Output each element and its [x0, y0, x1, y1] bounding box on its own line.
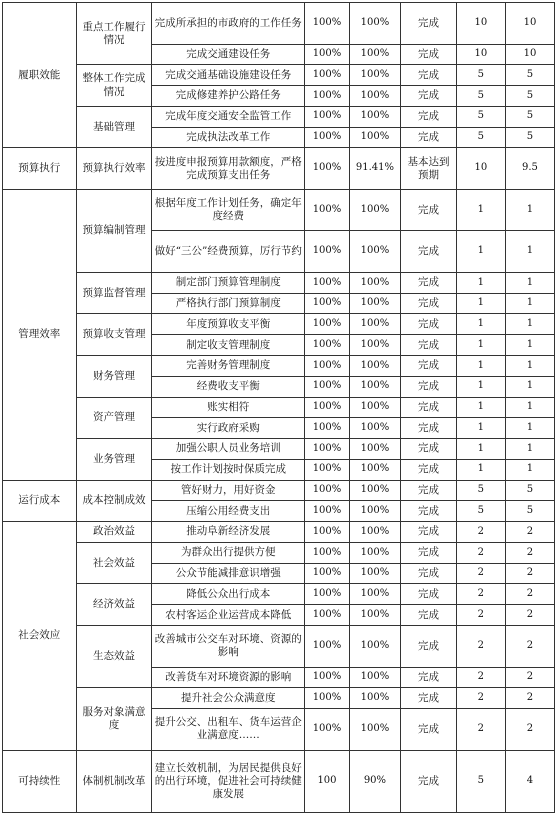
target-value-cell: 100% — [305, 65, 350, 86]
weight-cell: 5 — [456, 86, 505, 107]
indicator-cell: 提升公交、出租车、货车运营企业满意度…… — [152, 709, 305, 751]
score-cell: 10 — [505, 3, 554, 45]
actual-value-cell: 100% — [349, 356, 400, 377]
indicator-cell: 按工作计划按时保质完成 — [152, 459, 305, 480]
target-value-cell: 100% — [305, 272, 350, 293]
indicator-cell: 农村客运企业运营成本降低 — [152, 605, 305, 626]
weight-cell: 5 — [456, 106, 505, 127]
completion-status-cell: 完成 — [401, 44, 457, 65]
score-cell: 2 — [505, 542, 554, 563]
completion-status-cell: 完成 — [401, 335, 457, 356]
completion-status-cell: 完成 — [401, 480, 457, 501]
table-row — [3, 688, 555, 709]
target-value-cell: 100% — [305, 709, 350, 751]
indicator-cell: 根据年度工作计划任务，确定年度经费 — [152, 189, 305, 231]
actual-value-cell: 100% — [349, 314, 400, 335]
table-row — [3, 397, 555, 418]
indicator-cell: 完成所承担的市政府的工作任务 — [152, 3, 305, 45]
target-value-cell: 100% — [305, 397, 350, 418]
target-value-cell: 100% — [305, 584, 350, 605]
table-row — [3, 106, 555, 127]
weight-cell: 2 — [456, 605, 505, 626]
actual-value-cell: 90% — [349, 750, 400, 812]
target-value-cell: 100% — [305, 189, 350, 231]
first-level-indicator: 履职效能 — [3, 3, 77, 148]
indicator-cell: 完成年度交通安全监管工作 — [152, 106, 305, 127]
completion-status-cell: 基本达到预期 — [401, 148, 457, 190]
indicator-cell: 完成交通基础设施建设任务 — [152, 65, 305, 86]
first-level-indicator: 可持续性 — [3, 750, 77, 812]
target-value-cell: 100% — [305, 688, 350, 709]
completion-status-cell: 完成 — [401, 625, 457, 667]
score-cell: 2 — [505, 522, 554, 543]
completion-status-cell: 完成 — [401, 86, 457, 107]
target-value-cell: 100% — [305, 542, 350, 563]
table-row — [3, 3, 555, 45]
weight-cell: 1 — [456, 314, 505, 335]
table-row — [3, 272, 555, 293]
actual-value-cell: 100% — [349, 563, 400, 584]
target-value-cell: 100% — [305, 356, 350, 377]
actual-value-cell: 100% — [349, 293, 400, 314]
indicator-cell: 压缩公用经费支出 — [152, 501, 305, 522]
weight-cell: 10 — [456, 3, 505, 45]
indicator-cell: 严格执行部门预算制度 — [152, 293, 305, 314]
indicator-cell: 按进度申报预算用款额度，严格完成预算支出任务 — [152, 148, 305, 190]
indicator-cell: 完成执法改革工作 — [152, 127, 305, 148]
target-value-cell: 100% — [305, 605, 350, 626]
score-cell: 2 — [505, 563, 554, 584]
second-level-indicator: 成本控制成效 — [76, 480, 152, 522]
completion-status-cell: 完成 — [401, 293, 457, 314]
target-value-cell: 100% — [305, 127, 350, 148]
table-row — [3, 584, 555, 605]
weight-cell: 1 — [456, 293, 505, 314]
weight-cell: 1 — [456, 272, 505, 293]
score-cell: 1 — [505, 397, 554, 418]
indicator-cell: 加强公职人员业务培训 — [152, 439, 305, 460]
completion-status-cell: 完成 — [401, 3, 457, 45]
actual-value-cell: 100% — [349, 397, 400, 418]
first-level-indicator: 预算执行 — [3, 148, 77, 190]
score-cell: 1 — [505, 189, 554, 231]
score-cell: 1 — [505, 459, 554, 480]
actual-value-cell: 100% — [349, 272, 400, 293]
score-cell: 5 — [505, 480, 554, 501]
weight-cell: 2 — [456, 563, 505, 584]
target-value-cell: 100% — [305, 314, 350, 335]
score-cell: 1 — [505, 314, 554, 335]
score-cell: 1 — [505, 418, 554, 439]
second-level-indicator: 重点工作履行情况 — [76, 3, 152, 65]
actual-value-cell: 100% — [349, 480, 400, 501]
score-cell: 2 — [505, 625, 554, 667]
actual-value-cell: 100% — [349, 65, 400, 86]
weight-cell: 2 — [456, 584, 505, 605]
indicator-cell: 管好财力，用好资金 — [152, 480, 305, 501]
actual-value-cell: 100% — [349, 605, 400, 626]
target-value-cell: 100% — [305, 376, 350, 397]
actual-value-cell: 100% — [349, 709, 400, 751]
indicator-cell: 制定收支管理制度 — [152, 335, 305, 356]
first-level-indicator: 管理效率 — [3, 189, 77, 480]
indicator-cell: 完成修建养护公路任务 — [152, 86, 305, 107]
score-cell: 2 — [505, 584, 554, 605]
score-cell: 1 — [505, 231, 554, 273]
table-row — [3, 625, 555, 667]
weight-cell: 1 — [456, 418, 505, 439]
score-cell: 2 — [505, 667, 554, 688]
performance-evaluation-table — [2, 2, 555, 813]
indicator-cell: 公众节能减排意识增强 — [152, 563, 305, 584]
actual-value-cell: 100% — [349, 542, 400, 563]
second-level-indicator: 预算收支管理 — [76, 314, 152, 356]
table-body — [3, 3, 555, 813]
actual-value-cell: 100% — [349, 335, 400, 356]
actual-value-cell: 100% — [349, 3, 400, 45]
second-level-indicator: 生态效益 — [76, 625, 152, 687]
weight-cell: 5 — [456, 750, 505, 812]
table-row — [3, 542, 555, 563]
indicator-cell: 建立长效机制，为居民提供良好的出行环境，促进社会可持续健康发展 — [152, 750, 305, 812]
second-level-indicator: 业务管理 — [76, 439, 152, 481]
target-value-cell: 100% — [305, 3, 350, 45]
actual-value-cell: 100% — [349, 376, 400, 397]
weight-cell: 10 — [456, 148, 505, 190]
completion-status-cell: 完成 — [401, 314, 457, 335]
completion-status-cell: 完成 — [401, 605, 457, 626]
score-cell: 5 — [505, 86, 554, 107]
completion-status-cell: 完成 — [401, 459, 457, 480]
actual-value-cell: 100% — [349, 501, 400, 522]
table-row — [3, 189, 555, 231]
actual-value-cell: 100% — [349, 231, 400, 273]
indicator-cell: 为群众出行提供方便 — [152, 542, 305, 563]
weight-cell: 1 — [456, 231, 505, 273]
weight-cell: 1 — [456, 459, 505, 480]
target-value-cell: 100% — [305, 231, 350, 273]
score-cell: 5 — [505, 501, 554, 522]
weight-cell: 1 — [456, 189, 505, 231]
indicator-cell: 完成交通建设任务 — [152, 44, 305, 65]
target-value-cell: 100% — [305, 667, 350, 688]
second-level-indicator: 政治效益 — [76, 522, 152, 543]
actual-value-cell: 100% — [349, 688, 400, 709]
weight-cell: 1 — [456, 335, 505, 356]
second-level-indicator: 整体工作完成情况 — [76, 65, 152, 107]
table-row — [3, 480, 555, 501]
actual-value-cell: 100% — [349, 625, 400, 667]
weight-cell: 2 — [456, 625, 505, 667]
weight-cell: 5 — [456, 65, 505, 86]
indicator-cell: 年度预算收支平衡 — [152, 314, 305, 335]
indicator-cell: 提升社会公众满意度 — [152, 688, 305, 709]
completion-status-cell: 完成 — [401, 563, 457, 584]
table-row — [3, 356, 555, 377]
second-level-indicator: 预算执行效率 — [76, 148, 152, 190]
completion-status-cell: 完成 — [401, 750, 457, 812]
indicator-cell: 完善财务管理制度 — [152, 356, 305, 377]
weight-cell: 5 — [456, 127, 505, 148]
actual-value-cell: 100% — [349, 44, 400, 65]
table-row — [3, 65, 555, 86]
weight-cell: 1 — [456, 356, 505, 377]
completion-status-cell: 完成 — [401, 356, 457, 377]
score-cell: 1 — [505, 356, 554, 377]
indicator-cell: 经费收支平衡 — [152, 376, 305, 397]
weight-cell: 10 — [456, 44, 505, 65]
indicator-cell: 改善货车对环境资源的影响 — [152, 667, 305, 688]
score-cell: 1 — [505, 376, 554, 397]
second-level-indicator: 服务对象满意度 — [76, 688, 152, 750]
completion-status-cell: 完成 — [401, 522, 457, 543]
target-value-cell: 100 — [305, 750, 350, 812]
table-row — [3, 522, 555, 543]
completion-status-cell: 完成 — [401, 584, 457, 605]
indicator-cell: 制定部门预算管理制度 — [152, 272, 305, 293]
second-level-indicator: 预算监督管理 — [76, 272, 152, 314]
second-level-indicator: 社会效益 — [76, 542, 152, 584]
second-level-indicator: 经济效益 — [76, 584, 152, 626]
weight-cell: 2 — [456, 522, 505, 543]
completion-status-cell: 完成 — [401, 65, 457, 86]
indicator-cell: 做好“三公”经费预算，厉行节约 — [152, 231, 305, 273]
completion-status-cell: 完成 — [401, 709, 457, 751]
weight-cell: 5 — [456, 480, 505, 501]
score-cell: 2 — [505, 709, 554, 751]
weight-cell: 2 — [456, 667, 505, 688]
weight-cell: 2 — [456, 542, 505, 563]
completion-status-cell: 完成 — [401, 397, 457, 418]
weight-cell: 2 — [456, 688, 505, 709]
weight-cell: 5 — [456, 501, 505, 522]
target-value-cell: 100% — [305, 148, 350, 190]
weight-cell: 1 — [456, 397, 505, 418]
weight-cell: 2 — [456, 709, 505, 751]
second-level-indicator: 预算编制管理 — [76, 189, 152, 272]
second-level-indicator: 资产管理 — [76, 397, 152, 439]
score-cell: 5 — [505, 106, 554, 127]
second-level-indicator: 体制机制改革 — [76, 750, 152, 812]
actual-value-cell: 100% — [349, 106, 400, 127]
score-cell: 5 — [505, 127, 554, 148]
actual-value-cell: 100% — [349, 418, 400, 439]
actual-value-cell: 91.41% — [349, 148, 400, 190]
indicator-cell: 降低公众出行成本 — [152, 584, 305, 605]
weight-cell: 1 — [456, 439, 505, 460]
score-cell: 1 — [505, 335, 554, 356]
completion-status-cell: 完成 — [401, 106, 457, 127]
actual-value-cell: 100% — [349, 584, 400, 605]
second-level-indicator: 财务管理 — [76, 356, 152, 398]
score-cell: 2 — [505, 605, 554, 626]
indicator-cell: 改善城市公交车对环境、资源的影响 — [152, 625, 305, 667]
target-value-cell: 100% — [305, 625, 350, 667]
score-cell: 1 — [505, 272, 554, 293]
second-level-indicator: 基础管理 — [76, 106, 152, 148]
actual-value-cell: 100% — [349, 439, 400, 460]
completion-status-cell: 完成 — [401, 501, 457, 522]
completion-status-cell: 完成 — [401, 189, 457, 231]
actual-value-cell: 100% — [349, 127, 400, 148]
target-value-cell: 100% — [305, 418, 350, 439]
target-value-cell: 100% — [305, 44, 350, 65]
actual-value-cell: 100% — [349, 522, 400, 543]
indicator-cell: 推动阜新经济发展 — [152, 522, 305, 543]
actual-value-cell: 100% — [349, 86, 400, 107]
completion-status-cell: 完成 — [401, 667, 457, 688]
actual-value-cell: 100% — [349, 189, 400, 231]
indicator-cell: 实行政府采购 — [152, 418, 305, 439]
indicator-cell: 账实相符 — [152, 397, 305, 418]
actual-value-cell: 100% — [349, 667, 400, 688]
target-value-cell: 100% — [305, 563, 350, 584]
target-value-cell: 100% — [305, 501, 350, 522]
target-value-cell: 100% — [305, 293, 350, 314]
score-cell: 1 — [505, 439, 554, 460]
score-cell: 2 — [505, 688, 554, 709]
table-row — [3, 750, 555, 812]
completion-status-cell: 完成 — [401, 439, 457, 460]
completion-status-cell: 完成 — [401, 376, 457, 397]
target-value-cell: 100% — [305, 439, 350, 460]
completion-status-cell: 完成 — [401, 127, 457, 148]
target-value-cell: 100% — [305, 106, 350, 127]
actual-value-cell: 100% — [349, 459, 400, 480]
score-cell: 9.5 — [505, 148, 554, 190]
table-row — [3, 439, 555, 460]
score-cell: 10 — [505, 44, 554, 65]
target-value-cell: 100% — [305, 86, 350, 107]
first-level-indicator: 社会效应 — [3, 522, 77, 750]
completion-status-cell: 完成 — [401, 688, 457, 709]
completion-status-cell: 完成 — [401, 272, 457, 293]
completion-status-cell: 完成 — [401, 542, 457, 563]
target-value-cell: 100% — [305, 480, 350, 501]
first-level-indicator: 运行成本 — [3, 480, 77, 522]
target-value-cell: 100% — [305, 459, 350, 480]
score-cell: 4 — [505, 750, 554, 812]
target-value-cell: 100% — [305, 522, 350, 543]
table-row — [3, 314, 555, 335]
score-cell: 1 — [505, 293, 554, 314]
target-value-cell: 100% — [305, 335, 350, 356]
table-row — [3, 148, 555, 190]
completion-status-cell: 完成 — [401, 231, 457, 273]
weight-cell: 1 — [456, 376, 505, 397]
score-cell: 5 — [505, 65, 554, 86]
completion-status-cell: 完成 — [401, 418, 457, 439]
